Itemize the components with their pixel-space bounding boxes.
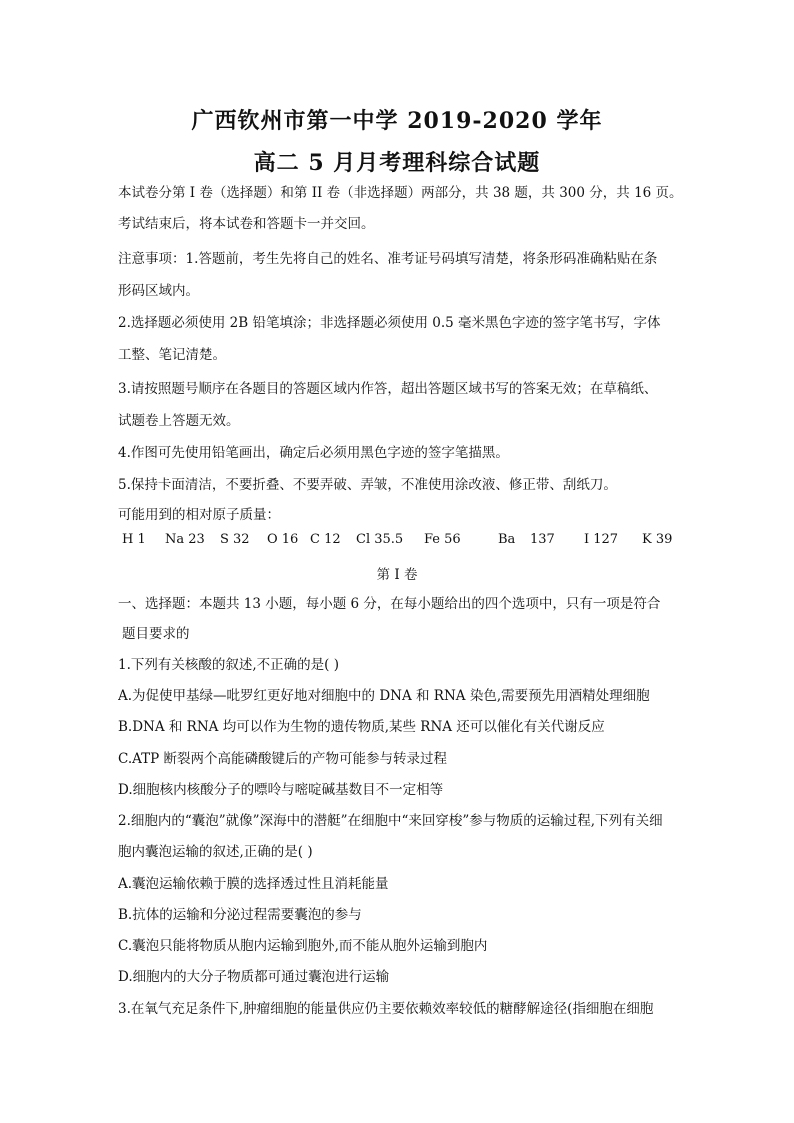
question-line: 1.下列有关核酸的叙述,不正确的是( ) xyxy=(118,657,339,673)
question-line: A.为促使甲基绿—吡罗红更好地对细胞中的 DNA 和 RNA 染色,需要预先用酒精处理细胞 xyxy=(118,688,650,704)
atomic-mass: Fe 56 xyxy=(424,532,461,547)
question-line: A.囊泡运输依赖于膜的选择透过性且消耗能量 xyxy=(118,876,389,892)
intro-line: 2.选择题必须使用 2B 铅笔填涂；非选择题必须使用 0.5 毫米黑色字迹的签字笔书写，字体 xyxy=(118,315,661,331)
question-line: B.抗体的运输和分泌过程需要囊泡的参与 xyxy=(118,907,362,923)
atomic-mass: I 127 xyxy=(584,532,619,547)
atomic-mass: S 32 xyxy=(220,532,250,547)
page-title-line2: 高二 5 月月考理科综合试题 xyxy=(253,150,541,176)
intro-line: 试题卷上答题无效。 xyxy=(118,413,240,429)
intro-line: 5.保持卡面清洁，不要折叠、不要弄破、弄皱，不准使用涂改液、修正带、刮纸刀。 xyxy=(118,477,617,493)
section-intro-line: 一、选择题：本题共 13 小题，每小题 6 分，在每小题给出的四个选项中，只有一项是符合 xyxy=(118,596,661,612)
intro-line: 工整、笔记清楚。 xyxy=(118,347,226,363)
intro-line: 注意事项：1.答题前，考生先将自己的姓名、准考证号码填写清楚，将条形码准确粘贴在条 xyxy=(118,251,658,267)
atomic-mass: O 16 xyxy=(267,532,299,547)
question-line: D.细胞内的大分子物质都可通过囊泡进行运输 xyxy=(118,969,390,985)
question-line: 3.在氧气充足条件下,肿瘤细胞的能量供应仍主要依赖效率较低的糖酵解途径(指细胞在细胞 xyxy=(118,1001,654,1017)
atomic-mass: 137 xyxy=(530,532,555,547)
question-line: C.囊泡只能将物质从胞内运输到胞外,而不能从胞外运输到胞内 xyxy=(118,938,488,954)
atomic-mass: Ba xyxy=(498,532,516,547)
question-line: 2.细胞内的“囊泡”就像”深海中的潜艇”在细胞中“来回穿梭”参与物质的运输过程,下列有关细 xyxy=(118,813,663,829)
intro-line: 形码区域内。 xyxy=(118,283,199,299)
atomic-mass: K 39 xyxy=(642,532,673,547)
atomic-mass: Cl 35.5 xyxy=(356,532,404,547)
intro-line: 3.请按照题号顺序在各题目的答题区域内作答，超出答题区域书写的答案无效；在草稿纸、 xyxy=(118,381,658,397)
intro-line: 本试卷分第 I 卷（选择题）和第 II 卷（非选择题）两部分，共 38 题，共 300 分，共 16 页。 xyxy=(118,185,683,201)
intro-line: 可能用到的相对原子质量： xyxy=(118,507,280,523)
question-line: 胞内囊泡运输的叙述,正确的是( ) xyxy=(118,844,313,860)
intro-line: 考试结束后，将本试卷和答题卡一并交回。 xyxy=(118,216,375,232)
page-title-line1: 广西钦州市第一中学 2019-2020 学年 xyxy=(191,108,603,134)
section-title: 第 I 卷 xyxy=(376,567,418,583)
atomic-mass: C 12 xyxy=(310,532,341,547)
atomic-mass: Na 23 xyxy=(165,532,205,547)
atomic-mass: H 1 xyxy=(122,532,146,547)
atomic-mass-row xyxy=(122,532,682,550)
question-line: D.细胞核内核酸分子的嘌呤与嘧啶碱基数目不一定相等 xyxy=(118,782,444,798)
section-intro-line: 题目要求的 xyxy=(122,626,190,642)
intro-line: 4.作图可先使用铅笔画出，确定后必须用黑色字迹的签字笔描黑。 xyxy=(118,445,509,461)
question-line: C.ATP 断裂两个高能磷酸键后的产物可能参与转录过程 xyxy=(118,751,448,767)
question-line: B.DNA 和 RNA 均可以作为生物的遗传物质,某些 RNA 还可以催化有关代谢反应 xyxy=(118,719,605,735)
